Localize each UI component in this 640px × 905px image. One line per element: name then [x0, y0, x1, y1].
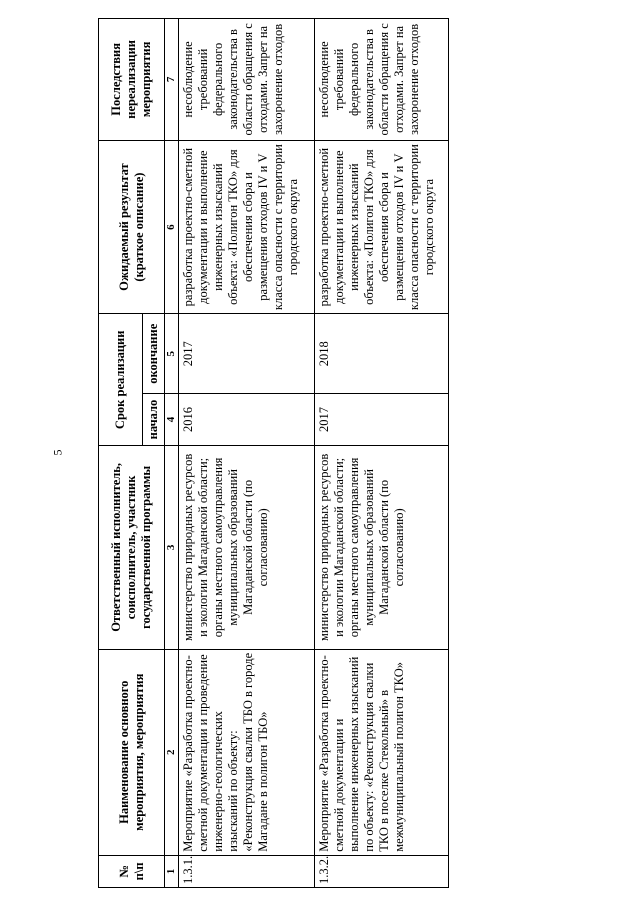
- column-number: 7: [165, 19, 179, 141]
- page-number: 5: [50, 449, 65, 456]
- column-number: 1: [165, 855, 179, 887]
- row-end: 2017: [179, 314, 315, 393]
- row-num: 1.3.2.: [315, 855, 449, 887]
- row-start: 2017: [315, 393, 449, 445]
- row-name: Мероприятие «Разработка проектно-сметной документации и проведение инженерно-геологических изысканий по объекту: «Реконструкция свалки ТБО в городе Магадане в полигон ТБО»: [179, 649, 315, 855]
- header-end: окончание: [143, 314, 165, 393]
- row-responsible: министерство природных ресурсов и экологии Магаданской области; органы местного самоуправления муниципальных образований Магаданской области (по согласованию): [315, 446, 449, 650]
- header-period: Срок реализации: [99, 314, 143, 446]
- column-number: 6: [165, 140, 179, 314]
- table-row: [179, 19, 315, 888]
- table-row: [315, 19, 449, 888]
- column-number-row: [165, 19, 179, 888]
- measures-table-container: [98, 18, 447, 888]
- header-responsible: Ответственный исполнитель, соисполнитель, участник государственной программы: [99, 446, 165, 650]
- row-start: 2016: [179, 393, 315, 445]
- header-result: Ожидаемый результат (краткое описание): [99, 140, 165, 314]
- header-num: № п\п: [99, 855, 165, 887]
- header-name: Наименование основного мероприятия, мероприятия: [99, 649, 165, 855]
- column-number: 3: [165, 446, 179, 650]
- column-number: 5: [165, 314, 179, 393]
- row-result: разработка проектно-сметной документации и выполнение инженерных изысканий объекта: «Полигон ТКО» для обеспечения сбора и размещения отходов IV и V класса опасности с территории городского округа: [315, 140, 449, 314]
- row-responsible: министерство природных ресурсов и экологии Магаданской области; органы местного самоуправления муниципальных образований Магаданской области (по согласованию): [179, 446, 315, 650]
- row-consequences: несоблюдение требований федерального законодательства в области обращения с отходами. Запрет на захоронение отходов: [179, 19, 315, 141]
- row-num: 1.3.1.: [179, 855, 315, 887]
- measures-table: [98, 18, 449, 888]
- column-number: 4: [165, 393, 179, 445]
- row-consequences: несоблюдение требований федерального законодательства в области обращения с отходами. Запрет на захоронение отходов: [315, 19, 449, 141]
- row-end: 2018: [315, 314, 449, 393]
- row-name: Мероприятие «Разработка проектно-сметной документации и выполнение инженерных изысканий по объекту: «Реконструкция свалки ТКО в поселке Стекольный» в межмуниципальный полигон ТКО»: [315, 649, 449, 855]
- header-consequences: Последствия нереализации мероприятия: [99, 19, 165, 141]
- header-row: [99, 19, 143, 888]
- row-result: разработка проектно-сметной документации и выполнение инженерных изысканий объекта: «Полигон ТКО» для обеспечения сбора и размещения отходов IV и V класса опасности с территории городского округа: [179, 140, 315, 314]
- header-start: начало: [143, 393, 165, 445]
- column-number: 2: [165, 649, 179, 855]
